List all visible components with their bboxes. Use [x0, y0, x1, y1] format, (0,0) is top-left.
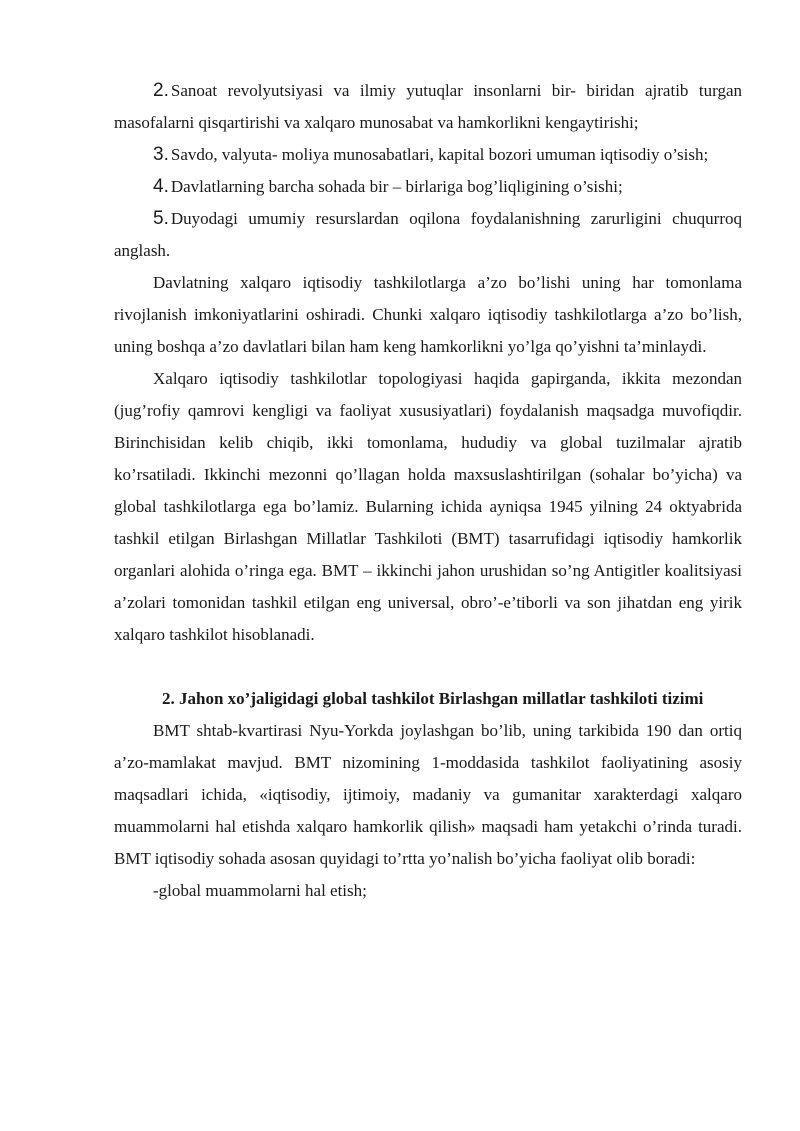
section-heading: 2. Jahon xo’jaligidagi global tashkilot Birlashgan millatlar tashkiloti tizimi	[162, 689, 704, 708]
list-number: 3.	[153, 144, 169, 165]
list-item-5	[114, 203, 742, 267]
document-body	[114, 75, 742, 907]
paragraph-typology: Xalqaro iqtisodiy tashkilotlar topologiyasi haqida gapirganda, ikkita mezondan (jug’rofiy qamrovi kengligi va faoliyat xususiyatlari) foydalanish maqsadga muvofiqdir. Birinchisidan kelib chiqib, ikki tomonlama, hududiy va global tuzilmalar ajratib ko’rsatiladi. Ikkinchi mezonni qo’llagan holda maxsuslashtirilgan (sohalar bo’yicha) va global tashkilotlarga ega bo’lamiz. Bularning ichida ayniqsa 1945 yilning 24 oktyabrida tashkil etilgan Birlashgan Millatlar Tashkiloti (BMT) tasarrufidagi iqtisodiy hamkorlik organlari alohida o’ringa ega. BMT – ikkinchi jahon urushidan so’ng Antigitler koalitsiyasi a’zolari tomonidan tashkil etilgan eng universal, obro’-e’tiborli va son jihatdan eng yirik xalqaro tashkilot hisoblanadi.	[114, 369, 742, 644]
list-item-2	[114, 75, 742, 139]
paragraph-un-headquarters: BMT shtab-kvartirasi Nyu-Yorkda joylashgan bo’lib, uning tarkibida 190 dan ortiq a’zo-mamlakat mavjud. BMT nizomining 1-moddasida tashkilot faoliyatining asosiy maqsadlari ichida, «iqtisodiy, ijtimoiy, madaniy va gumanitar xarakterdagi xalqaro muammolarni hal etishda xalqaro hamkorlik qilish» maqsadi ham yetakchi o’rinda turadi. BMT iqtisodiy sohada asosan quyidagi to’rtta yo’nalish bo’yicha faoliyat olib boradi:	[114, 721, 742, 868]
list-number: 2.	[153, 80, 169, 101]
paragraph-global-problems: -global muammolarni hal etish;	[153, 881, 367, 900]
list-item-text: Duyodagi umumiy resurslardan oqilona foydalanishning zarurligini chuqurroq anglash.	[114, 209, 742, 260]
section-spacer	[114, 651, 742, 683]
list-item-text: Davlatlarning barcha sohada bir – birlariga bog’liqligining o’sishi;	[170, 177, 623, 196]
list-item-text: Sanoat revolyutsiyasi va ilmiy yutuqlar insonlarni bir- biridan ajratib turgan masofalarni qisqartirishi va xalqaro munosabat va hamkorlikni kengaytirishi;	[114, 81, 742, 132]
paragraph-membership: Davlatning xalqaro iqtisodiy tashkilotlarga a’zo bo’lishi uning har tomonlama rivojlanish imkoniyatlarini oshiradi. Chunki xalqaro iqtisodiy tashkilotlarga a’zo bo’lish, uning boshqa a’zo davlatlari bilan ham keng hamkorlikni yo’lga qo’yishni ta’minlaydi.	[114, 273, 742, 356]
list-item-text: Savdo, valyuta- moliya munosabatlari, kapital bozori umuman iqtisodiy o’sish;	[170, 145, 709, 164]
list-number: 5.	[153, 208, 169, 229]
list-item-4	[114, 171, 742, 203]
list-item-3	[114, 139, 742, 171]
list-number: 4.	[153, 176, 169, 197]
